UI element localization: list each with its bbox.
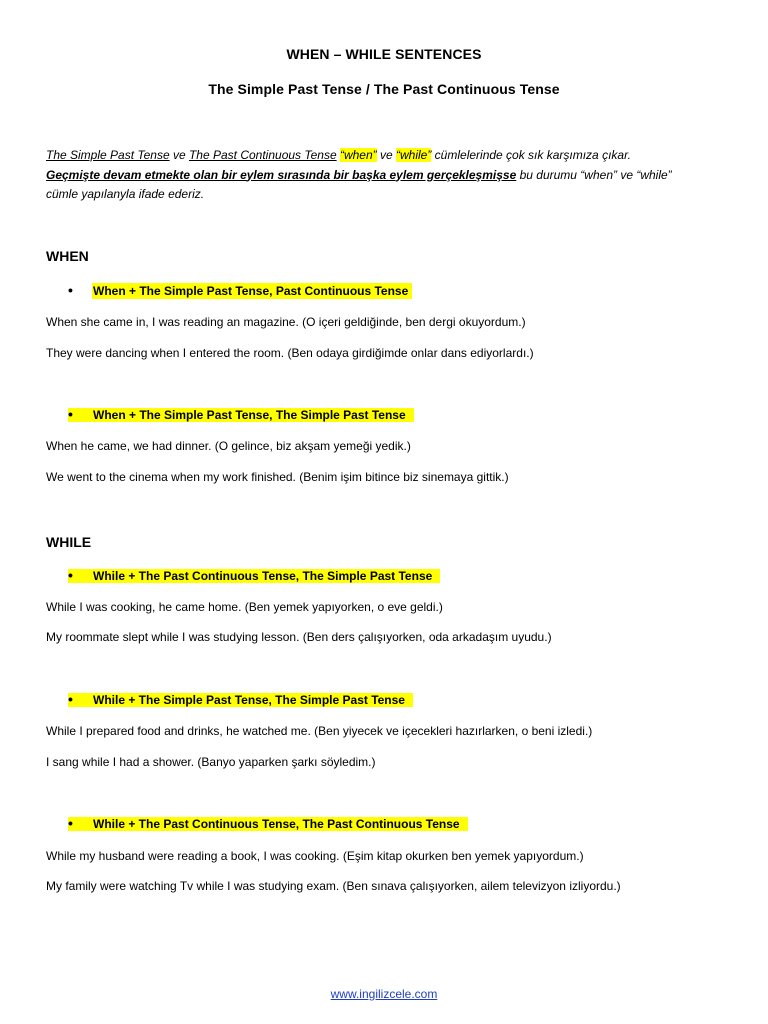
intro-when-highlight: “when” [339, 148, 377, 162]
intro-line-2 [46, 166, 726, 186]
example-sentence: My family were watching Tv while I was studying exam. (Ben sınava çalışıyorken, ailem televizyon izliyordu.) [46, 879, 621, 893]
example-sentence: While I prepared food and drinks, he watched me. (Ben yiyecek ve içecekleri hazırlarken, o beni izledi.) [46, 724, 593, 738]
rule-bullet [68, 284, 412, 298]
page-subtitle: The Simple Past Tense / The Past Continuous Tense [208, 81, 560, 97]
example-sentence: We went to the cinema when my work finished. (Benim işim bitince biz sinemaya gittik.) [46, 470, 509, 484]
footer-website-link[interactable]: www.ingilizcele.com [330, 987, 438, 1001]
intro-text: ve [169, 148, 189, 162]
footer [0, 987, 768, 1001]
page-title: WHEN – WHILE SENTENCES [286, 46, 482, 62]
example-sentence: When she came in, I was reading an magazine. (O içeri geldiğinde, ben dergi okuyordum.) [46, 315, 526, 329]
section-heading-while: WHILE [46, 534, 92, 550]
rule-label: While + The Past Continuous Tense, The Simple Past Tense [93, 569, 433, 583]
rule-bullet [68, 408, 414, 422]
intro-while-highlight: “while” [396, 148, 432, 162]
intro-paragraph [46, 146, 726, 205]
rule-label: When + The Simple Past Tense, Past Continuous Tense [92, 283, 412, 299]
intro-line-3: cümle yapılanyla ifade ederiz. [46, 187, 205, 201]
example-sentence: While I was cooking, he came home. (Ben yemek yapıyorken, o eve geldi.) [46, 600, 443, 614]
intro-term-past-continuous: The Past Continuous Tense [188, 148, 337, 162]
intro-text: bu durumu “when” ve “while” [516, 167, 672, 182]
intro-emphasis: Geçmişte devam etmekte olan bir eylem sırasında bir başka eylem gerçekleşmişse [46, 167, 517, 182]
example-sentence: They were dancing when I entered the room. (Ben odaya girdiğimde onlar dans ediyorlardı.) [46, 346, 534, 360]
example-sentence: I sang while I had a shower. (Banyo yaparken şarkı söyledim.) [46, 755, 376, 769]
intro-term-simple-past: The Simple Past Tense [46, 148, 170, 162]
rule-bullet [68, 817, 468, 831]
example-sentence: My roommate slept while I was studying lesson. (Ben ders çalışıyorken, oda arkadaşım uyudu.) [46, 630, 552, 644]
rule-bullet [68, 569, 440, 583]
bullet-icon: • [68, 406, 73, 422]
intro-text: cümlelerinde çok sık karşımıza çıkar. [431, 148, 631, 162]
intro-line-1 [46, 146, 726, 166]
rule-label: While + The Past Continuous Tense, The Past Continuous Tense [93, 817, 460, 831]
bullet-icon: • [68, 282, 73, 298]
bullet-icon: • [68, 815, 73, 831]
rule-bullet [68, 693, 413, 707]
bullet-icon: • [68, 567, 73, 583]
bullet-icon: • [68, 691, 73, 707]
rule-label: When + The Simple Past Tense, The Simple Past Tense [93, 408, 406, 422]
intro-text: ve [376, 148, 396, 162]
rule-label: While + The Simple Past Tense, The Simple Past Tense [93, 693, 405, 707]
section-heading-when: WHEN [46, 248, 89, 264]
example-sentence: When he came, we had dinner. (O gelince, biz akşam yemeği yedik.) [46, 439, 411, 453]
example-sentence: While my husband were reading a book, I was cooking. (Eşim kitap okurken ben yemek yapıyordum.) [46, 849, 584, 863]
